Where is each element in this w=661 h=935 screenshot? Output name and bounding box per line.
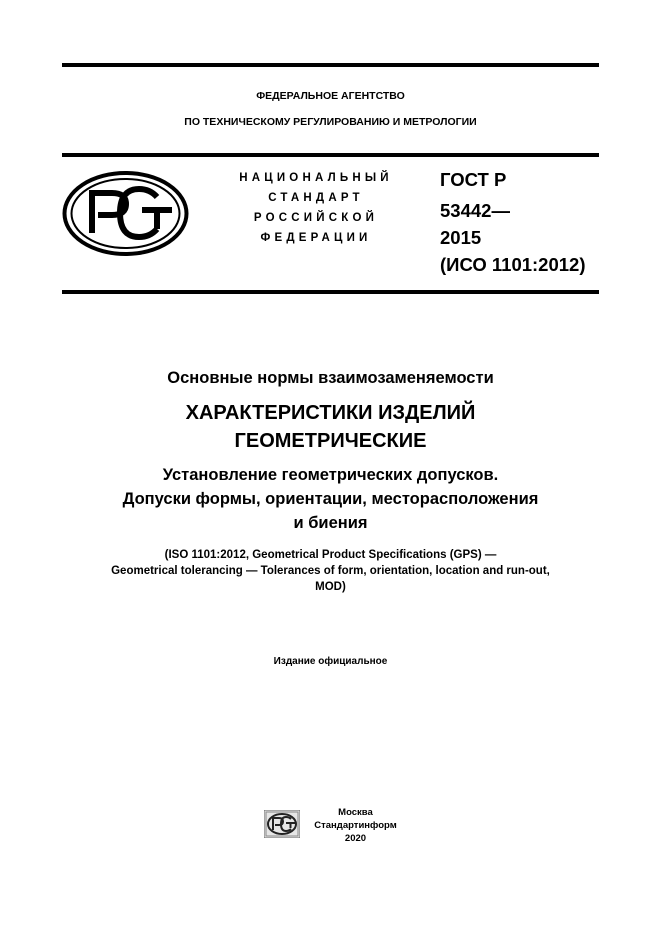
national-standard-line-4: ФЕДЕРАЦИИ <box>260 232 372 244</box>
middle-rule <box>62 153 599 157</box>
iso-reference-line-3: MOD) <box>315 581 346 593</box>
iso-reference-line-1: (ISO 1101:2012, Geometrical Product Specifications (GPS) — <box>164 549 497 561</box>
publisher-name: Стандартинформ <box>314 820 397 831</box>
document-description-line-2: Допуски формы, ориентации, месторасположения <box>122 490 539 508</box>
designation-line-2: 53442— <box>440 200 510 221</box>
national-standard-line-1: НАЦИОНАЛЬНЫЙ <box>239 172 393 184</box>
iso-reference-line-2: Geometrical tolerancing — Tolerances of form, orientation, location and run-out, <box>111 565 550 577</box>
standartinform-logo-icon <box>264 810 300 838</box>
document-subtitle: Основные нормы взаимозаменяемости <box>167 369 494 387</box>
document-description-line-3: и биения <box>293 514 368 532</box>
document-description-line-1: Установление геометрических допусков. <box>162 466 499 484</box>
national-standard-line-3: РОССИЙСКОЙ <box>253 212 379 224</box>
agency-line-1: ФЕДЕРАЛЬНОЕ АГЕНТСТВО <box>256 90 405 102</box>
designation-line-4: (ИСО 1101:2012) <box>440 254 586 275</box>
publisher-year: 2020 <box>344 833 367 844</box>
document-title-line-2: ГЕОМЕТРИЧЕСКИЕ <box>234 430 427 452</box>
bottom-rule <box>62 290 599 294</box>
document-title-line-1: ХАРАКТЕРИСТИКИ ИЗДЕЛИЙ <box>185 402 476 424</box>
rst-certification-mark-icon <box>62 171 189 256</box>
top-rule <box>62 63 599 67</box>
agency-line-2: ПО ТЕХНИЧЕСКОМУ РЕГУЛИРОВАНИЮ И МЕТРОЛОГИИ <box>184 116 477 128</box>
national-standard-line-2: СТАНДАРТ <box>268 192 364 204</box>
designation-line-3: 2015 <box>440 227 482 248</box>
publisher-city: Москва <box>338 807 373 818</box>
edition-label: Издание официальное <box>273 656 388 667</box>
designation-line-1: ГОСТ Р <box>440 169 507 190</box>
